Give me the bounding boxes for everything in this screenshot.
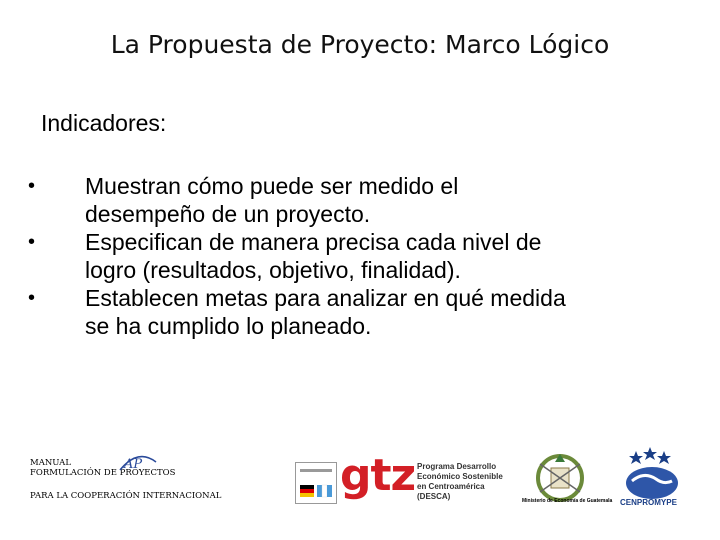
list-item-line: logro (resultados, objetivo, finalidad). xyxy=(85,257,461,283)
list-item xyxy=(28,284,688,340)
ap-logo-text: AP xyxy=(124,457,143,472)
ministry-caption: Ministerio de Economía de Guatemala xyxy=(522,498,613,504)
desca-line: Económico Sostenible xyxy=(417,472,503,481)
desca-line: en Centroamérica xyxy=(417,482,485,491)
desca-line: (DESCA) xyxy=(417,492,451,501)
bullet-marker: • xyxy=(28,231,36,253)
ap-logo xyxy=(118,452,158,472)
manual-line: FORMULACIÓN DE PROYECTOS xyxy=(30,468,176,478)
desca-logo xyxy=(417,462,503,502)
bullet-marker: • xyxy=(28,175,36,197)
bullet-marker: • xyxy=(28,287,36,309)
footer-logos xyxy=(0,440,720,540)
desca-line: Programa Desarrollo xyxy=(417,462,497,471)
list-item-line: Especifican de manera precisa cada nivel de xyxy=(85,229,542,255)
list-item xyxy=(28,228,688,284)
cenpromype-label: CENPROMYPE xyxy=(620,498,677,507)
gtz-logo: gtz xyxy=(340,450,416,501)
cenpromype-logo xyxy=(618,445,686,505)
slide-title: La Propuesta de Proyecto: Marco Lógico xyxy=(110,30,610,59)
list-item-line: Muestran cómo puede ser medido el xyxy=(85,173,459,199)
list-item-line: Establecen metas para analizar en qué medida xyxy=(85,285,566,311)
indicator-list xyxy=(28,172,688,340)
manual-line: MANUAL xyxy=(30,458,71,468)
list-item-line: se ha cumplido lo planeado. xyxy=(85,313,372,339)
list-item-line: desempeño de un proyecto. xyxy=(85,201,371,227)
list-item xyxy=(28,172,688,228)
indicators-heading: Indicadores: xyxy=(41,110,167,136)
cooperation-flags-logo xyxy=(295,462,337,504)
manual-line: PARA LA COOPERACIÓN INTERNACIONAL xyxy=(30,491,222,501)
